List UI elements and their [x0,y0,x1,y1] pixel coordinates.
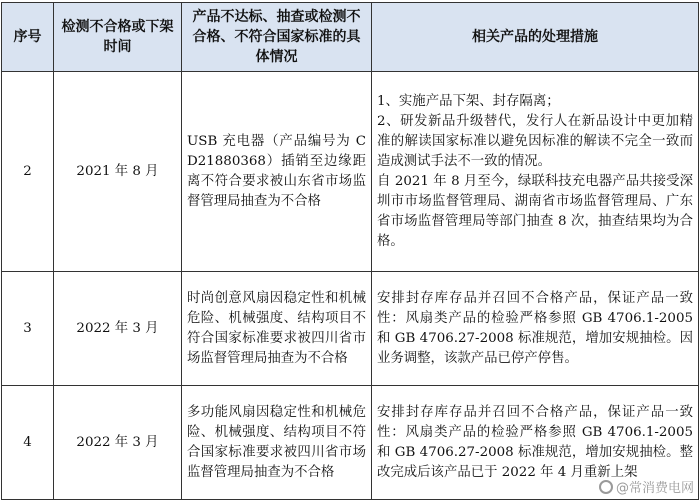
table-row [2,72,699,272]
row-time: 2022 年 3 月 [54,386,182,500]
row-situation: 多功能风扇因稳定性和机械危险、机械强度、结构项目不符合国家标准要求被四川省市场监督管理局抽查为不合格 [182,386,372,500]
measure-line: 安排封存库存品并召回不合格产品，保证产品一致性：风扇类产品的检验严格参照 GB 4706.1-2005 和 GB 4706.27-2008 标准规范，增加安规抽检。整改完成后该产品已于 2022 年 4 月重新上架 [377,404,693,480]
header-measures: 相关产品的处理措施 [372,3,699,72]
row-no: 3 [2,272,54,386]
measure-line: 安排封存库存品并召回不合格产品，保证产品一致性：风扇类产品的检验严格参照 GB 4706.1-2005 和 GB 4706.27-2008 标准规范，增加安规抽检。因业务调整，该款产品已停产停售。 [377,290,693,366]
watermark-logo-icon [599,480,613,494]
header-time: 检测不合格或下架时间 [54,3,182,72]
row-time: 2022 年 3 月 [54,272,182,386]
row-measures [372,272,699,386]
measure-line: 自 2021 年 8 月至今，绿联科技充电器产品共接受深圳市市场监督管理局、湖南省市场监督管理局、广东省市场监督管理局等部门抽查 8 次，抽查结果均为合格。 [377,173,693,249]
measure-line: 2、研发新品升级替代，发行人在新品设计中更加精准的解读国家标准以避免因标准的解读不完全一致而造成测试手法不一致的情况。 [377,113,693,169]
row-situation: USB 充电器（产品编号为 CD21880368）插销至边缘距离不符合要求被山东省市场监督管理局抽查为不合格 [182,72,372,272]
row-no: 4 [2,386,54,500]
table-header-row [2,3,699,72]
row-time: 2021 年 8 月 [54,72,182,272]
table-row [2,386,699,500]
watermark [599,477,694,496]
header-situation: 产品不达标、抽查或检测不合格、不符合国家标准的具体情况 [182,3,372,72]
header-no: 序号 [2,3,54,72]
watermark-text: @常消费电网 [615,481,694,496]
product-issues-table [1,2,699,500]
row-measures [372,72,699,272]
row-situation: 时尚创意风扇因稳定性和机械危险、机械强度、结构项目不符合国家标准要求被四川省市场监督管理局抽查为不合格 [182,272,372,386]
table-row [2,272,699,386]
row-no: 2 [2,72,54,272]
measure-line: 1、实施产品下架、封存隔离； [377,93,560,109]
